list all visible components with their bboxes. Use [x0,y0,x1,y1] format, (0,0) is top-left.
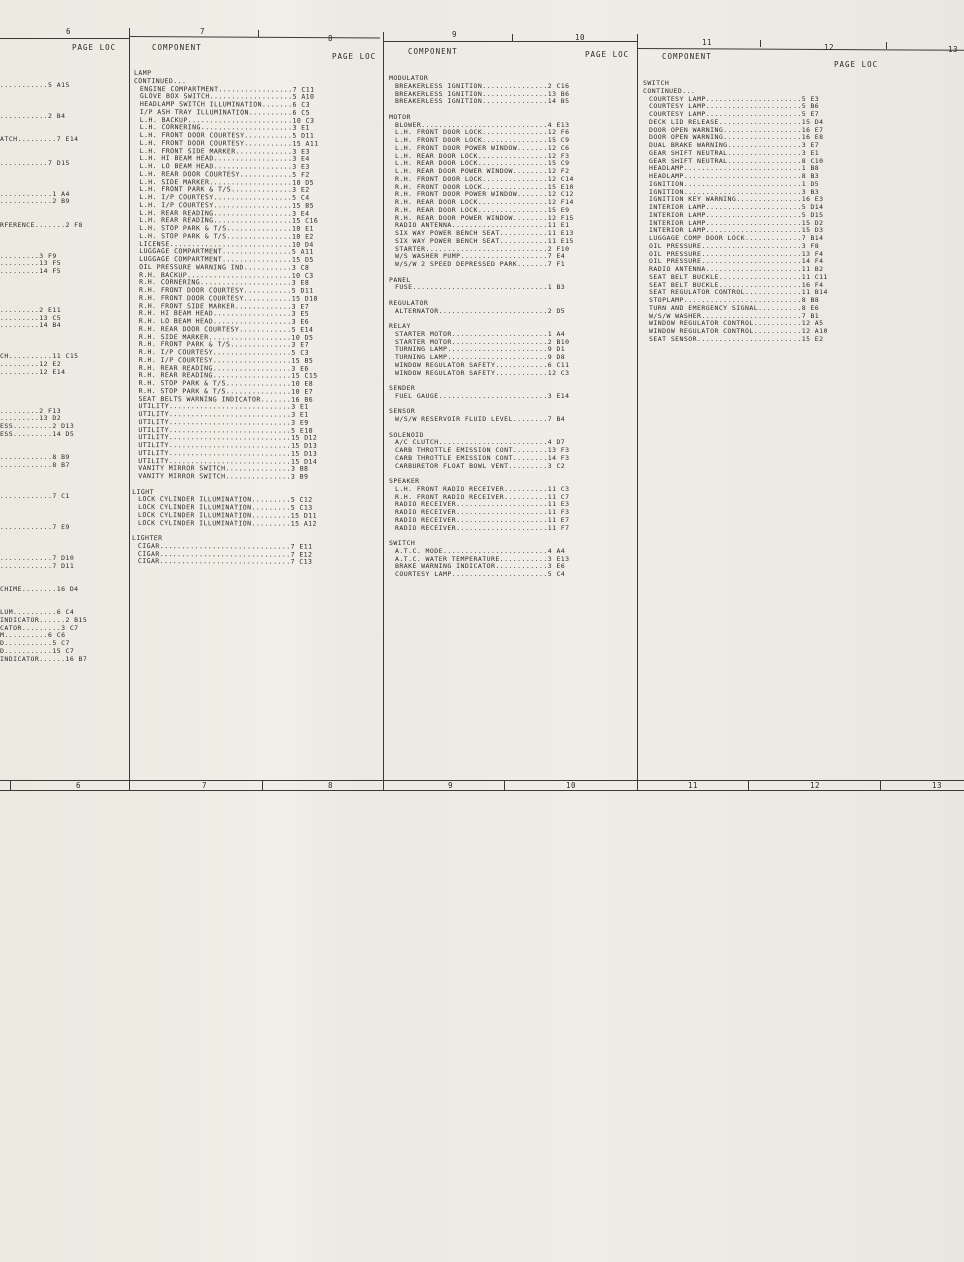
index-entry: IGNITION KEY WARNING...............16 E3 [649,195,824,204]
index-entry [0,98,87,106]
index-entry: ............1 A4 [0,189,70,198]
index-entry: L.H. FRONT DOOR COURTESY...........5 D11 [139,131,315,140]
index-entry: .........14 B4 [0,321,62,330]
index-entry: .........2 F13 [0,406,62,415]
index-column-switch [643,80,828,344]
index-entry: INTERIOR LAMP......................15 D2 [649,218,824,227]
section-title: MODULATOR [389,74,429,82]
index-entry: L.H. I/P COURTESY..................5 C4 [139,193,310,202]
index-entry: R.H. FRONT DOOR COURTESY...........5 D11 [139,286,314,295]
index-entry: RADIO ANTENNA......................11 B2 [649,265,824,273]
column-number: 6 [76,781,82,790]
index-entry: UTILITY............................3 E1 [138,402,309,412]
index-entry: SIX WAY POWER BENCH SEAT...........11 E15 [395,236,574,245]
column-number: 13 [932,781,943,790]
index-entry: L.H. FRONT DOOR LOCK...............15 C9 [395,136,570,144]
index-entry: VANITY MIRROR SWITCH...............3 B9 [138,472,309,481]
section-title: PANEL [389,275,411,284]
grid-tick [512,34,513,41]
index-entry [0,384,87,392]
index-entry: UTILITY............................15 D13 [138,448,318,458]
index-entry: INTERIOR LAMP......................5 D15 [649,210,824,219]
index-entry: ATCH.........7 E14 [0,135,79,144]
index-entry: BRAKE WARNING INDICATOR............3 E6 [395,562,566,571]
column-number: 11 [702,38,713,47]
index-entry: GEAR SHIFT NEUTRAL.................3 E1 [649,148,820,157]
index-entry: L.H. SIDE MARKER...................10 D5 [139,177,315,187]
index-section [132,535,317,567]
grid-tick [504,781,505,790]
index-entry: L.H. REAR DOOR POWER WINDOW........12 F2 [395,167,570,175]
index-entry [0,392,87,400]
index-section [389,114,574,269]
index-entry: FUEL GAUGE.........................3 E14 [395,391,570,400]
index-entry: DOOR OPEN WARNING..................16 E7 [649,125,824,134]
page-loc-header: PAGE LOC [332,52,377,61]
index-entry [0,439,87,447]
column-number: 6 [66,27,72,36]
index-entry: LUM..........6 C4 [0,608,75,616]
index-entry: R.H. STOP PARK & T/S...............10 E8 [138,379,314,388]
index-entry: WINDOW REGULATOR CONTROL...........12 A10 [649,327,828,335]
index-entry: OIL PRESSURE.......................3 F8 [649,241,820,250]
index-entry: SEAT BELTS WARNING INDICATOR.......16 B6 [138,394,314,404]
index-section [389,408,574,424]
column-number: 10 [566,781,577,790]
index-entry: VANITY MIRROR SWITCH...............3 B8 [138,464,309,474]
index-entry: R.H. CORNERING.....................3 E8 [139,278,310,288]
index-column-modulator [389,75,574,579]
index-column-lamp [132,70,319,567]
index-entry: IGNITION...........................1 D5 [649,179,820,188]
index-entry: .........2 E11 [0,305,62,314]
index-entry: CARB THROTTLE EMISSION CONT........14 F3 [395,453,570,462]
index-entry: SEAT BELT BUCKLE...................11 C11 [649,272,828,281]
index-entry: STARTER MOTOR......................2 B10 [395,337,570,346]
index-entry: TURN AND EMERGENCY SIGNAL..........8 E6 [649,303,820,312]
index-entry: COURTESY LAMP......................5 E7 [649,110,820,118]
index-entry: LOCK CYLINDER ILLUMINATION.........5 C12 [138,495,313,505]
grid-tick [10,781,11,790]
section-title: SWITCH [389,539,416,547]
index-entry: SEAT REGULATOR CONTROL.............11 B14 [649,288,828,297]
index-entry: L.H. REAR READING..................3 E4 [139,208,310,218]
index-entry: CIGAR..............................7 E12 [137,549,313,559]
index-entry: COURTESY LAMP......................5 C4 [395,570,566,578]
index-entry: L.H. BACKUP........................10 C3 [139,115,315,125]
index-entry: L.H. FRONT RADIO RECEIVER..........11 C3 [395,484,570,493]
index-entry: ...........2 B4 [0,112,66,120]
column-divider [637,34,638,790]
index-entry: RADIO RECEIVER.....................11 F7 [395,523,570,532]
index-entry: UTILITY............................5 E10 [138,425,313,435]
index-entry: INDICATOR......2 B15 [0,615,88,624]
index-entry: INDICATOR......16 B7 [0,654,88,663]
index-entry: UTILITY............................15 D12 [138,433,318,443]
index-entry: L.H. FRONT DOOR COURTESY...........15 A11 [139,138,319,148]
section-title: MOTOR [389,112,411,121]
index-entry: R.H. SIDE MARKER...................10 D5 [138,332,314,342]
column-number: 13 [948,45,959,54]
section-title: SOLENOID [389,430,424,439]
index-entry: ............7 E9 [0,522,70,531]
grid-tick [258,30,259,37]
index-entry: R.H. I/P COURTESY..................5 C3 [138,348,309,357]
column-number: 7 [202,781,208,790]
index-entry: RADIO RECEIVER.....................11 F3 [395,508,570,516]
index-entry: L.H. I/P COURTESY..................15 B5 [139,200,314,210]
index-section [643,80,828,344]
column-number: 9 [448,781,454,790]
index-entry: I/P ASH TRAY ILLUMINATION..........6 C5 [139,107,311,117]
index-entry [0,276,87,284]
index-section [389,540,574,579]
index-entry: W/S/W 2 SPEED DEPRESSED PARK.......7 F1 [395,260,566,268]
index-entry: R.H. FRONT DOOR POWER WINDOW.......12 C12 [395,190,574,199]
column-number: 9 [452,30,458,39]
index-section [132,70,319,482]
index-entry: UTILITY............................15 D13 [138,441,318,450]
grid-tick [880,781,881,790]
section-title: LAMP [133,69,152,78]
index-entry: ESS.........14 D5 [0,429,75,438]
index-entry: BLOWER.............................4 E13 [395,120,570,129]
index-entry: WINDOW REGULATOR SAFETY............6 C11 [395,360,570,369]
index-entry: CATOR.........3 C7 [0,623,79,632]
index-entry: .........3 F9 [0,251,57,260]
page-loc-header: PAGE LOC [585,50,630,59]
index-entry: HEADLAMP SWITCH ILLUMINATION.......6 C3 [139,100,311,109]
index-entry: R.H. FRONT PARK & T/S..............3 E7 [138,340,309,350]
index-entry: CIGAR..............................7 E11 [137,541,313,551]
index-entry: BREAKERLESS IGNITION...............13 B6 [395,89,570,98]
index-entry: .........14 F5 [0,267,62,275]
grid-tick [886,42,887,49]
index-entry: ...........7 D15 [0,158,70,167]
index-entry: .........12 E14 [0,367,66,376]
index-entry: ...........5 A15 [0,81,70,89]
index-entry: LOCK CYLINDER ILLUMINATION.........15 D11 [138,510,317,520]
grid-tick [760,40,761,47]
section-title: RELAY [389,322,411,330]
index-entry: ENGINE COMPARTMENT.................7 C11 [139,84,315,94]
index-entry: L.H. LO BEAM HEAD..................3 E3 [139,162,310,171]
index-entry [0,144,87,152]
index-entry: .........13 D2 [0,414,62,423]
index-entry: .........13 C5 [0,313,62,322]
index-entry: SEAT BELT BUCKLE...................16 F4 [649,280,824,289]
index-entry [0,206,87,214]
index-entry: ALTERNATOR.........................2 D5 [395,306,566,315]
partial-index-column [0,82,87,663]
index-section [389,277,574,293]
index-section [389,432,574,471]
column-number: 12 [810,781,821,790]
index-entry: L.H. FRONT PARK & T/S..............3 E2 [139,185,310,195]
index-entry: .........13 F5 [0,259,62,268]
index-section [389,323,574,377]
bottom-rule [0,790,964,791]
index-entry: SEAT SENSOR........................15 E2 [649,334,824,343]
index-entry: ............7 C1 [0,491,70,500]
index-entry: A.T.C. MODE........................4 A4 [395,546,566,555]
index-entry: A/C CLUTCH.........................4 D7 [395,438,566,447]
index-entry: W/S/W WASHER.......................7 B1 [649,311,820,320]
top-rule [384,41,638,42]
index-entry: ............7 D10 [0,553,75,562]
index-entry: WINDOW REGULATOR SAFETY............12 C3 [395,368,570,377]
index-entry: LICENSE............................10 D4 [139,239,314,249]
section-title: REGULATOR [389,298,429,307]
page-loc-header: PAGE LOC [834,60,879,69]
index-entry: R.H. FRONT DOOR LOCK...............12 C14 [395,174,574,183]
column-divider [383,32,384,790]
column-number: 8 [328,781,334,790]
index-entry: DUAL BRAKE WARNING.................3 E7 [649,141,820,149]
section-title: LIGHTER [131,533,163,543]
index-entry: UTILITY............................15 D14 [138,456,318,466]
index-entry: OIL PRESSURE.......................13 F4 [649,249,824,258]
index-entry [0,121,87,129]
index-entry [0,539,87,547]
index-entry: STOPLAMP...........................8 B8 [649,296,820,304]
component-header: COMPONENT [408,47,458,56]
index-entry: R.H. FRONT DOOR LOCK...............15 E10 [395,182,574,191]
index-entry: RADIO RECEIVER.....................11 E7 [395,515,570,524]
index-entry: COURTESY LAMP......................5 E3 [649,94,820,103]
index-section [389,300,574,316]
index-section [132,488,317,528]
index-entry: UTILITY............................3 E1 [138,410,309,419]
index-entry: R.H. REAR DOOR LOCK................12 F14 [395,198,574,206]
paper-fold [378,790,381,1262]
column-number: 11 [688,781,699,790]
index-entry: M..........6 C6 [0,631,66,640]
index-entry: CH..........11 C15 [0,352,79,361]
index-entry: CHIME........16 D4 [0,584,79,593]
index-entry: GEAR SHIFT NEUTRAL.................8 C10 [649,156,824,165]
index-entry: STARTER MOTOR......................1 A4 [395,329,566,338]
page-loc-header: PAGE LOC [72,43,117,52]
index-entry: D...........5 C7 [0,639,70,647]
index-entry: INTERIOR LAMP......................5 D14 [649,203,824,211]
index-entry: L.H. REAR READING..................15 C16 [139,216,319,226]
top-rule [130,36,380,39]
top-rule [638,48,964,51]
index-entry: HEADLAMP...........................1 B8 [649,164,820,173]
index-entry: CARBURETOR FLOAT BOWL VENT.........3 C2 [395,461,566,470]
index-entry: L.H. REAR DOOR LOCK................12 F3 [395,151,570,160]
index-entry: DOOR OPEN WARNING..................16 E8 [649,133,824,142]
index-entry: R.H. FRONT SIDE MARKER.............3 E7 [138,301,310,311]
component-header: COMPONENT [662,52,712,61]
index-entry: UTILITY............................3 E9 [138,417,309,427]
index-entry: HEADLAMP...........................8 B3 [649,172,820,180]
index-entry: W/S WASHER PUMP....................7 E4 [395,252,566,261]
grid-tick [748,781,749,790]
index-entry: R.H. REAR DOOR POWER WINDOW........12 F15 [395,213,574,222]
index-section [389,478,574,532]
section-title: SENSOR [389,407,416,416]
index-entry: A.T.C. WATER TEMPERATURE...........3 E13 [395,554,570,563]
index-entry: D...........15 C7 [0,646,75,655]
index-entry [0,501,87,509]
index-entry: TURNING LAMP.......................9 D1 [395,345,566,354]
index-entry: DECK LID RELEASE...................15 D4 [649,117,824,126]
section-title: LIGHT [132,487,155,496]
index-entry [0,167,87,175]
index-entry: R.H. REAR READING..................3 E6 [138,363,309,373]
index-entry: LOCK CYLINDER ILLUMINATION.........15 A12 [138,518,317,528]
index-entry: L.H. HI BEAM HEAD..................3 E4 [139,154,310,164]
index-entry [0,175,87,183]
index-entry: L.H. REAR DOOR LOCK................15 C9 [395,159,570,168]
index-entry: TURNING LAMP.......................9 D8 [395,353,566,361]
index-entry: L.H. FRONT SIDE MARKER.............3 E3 [139,146,310,156]
index-entry: R.H. REAR READING..................15 C15 [138,371,318,381]
index-entry: LUGGAGE COMPARTMENT................15 D5 [139,255,314,264]
section-continued: CONTINUED... [133,76,187,85]
index-entry: WINDOW REGULATOR CONTROL...........12 A5 [649,319,824,328]
column-number: 12 [824,43,835,52]
index-entry: CARB THROTTLE EMISSION CONT........13 F3 [395,446,570,454]
index-entry: ESS.........2 D13 [0,422,75,430]
index-entry: COURTESY LAMP......................5 B6 [649,102,820,111]
column-number: 7 [200,27,206,36]
index-entry: L.H. STOP PARK & T/S...............10 E1 [139,224,314,233]
index-entry: LUGGAGE COMP DOOR LOCK.............7 B14 [649,234,824,242]
index-entry: IGNITION...........................3 B3 [649,187,820,196]
index-section [389,75,574,106]
index-entry [0,284,87,292]
index-entry: .........12 E2 [0,360,62,368]
index-section [389,385,574,401]
column-divider [129,28,130,790]
index-entry: CIGAR..............................7 C13 [137,557,313,567]
index-entry: L.H. CORNERING.....................3 E1 [139,123,310,133]
index-entry [0,291,87,299]
index-entry [0,377,87,385]
index-entry: ............7 D11 [0,561,75,570]
index-entry: R.H. BACKUP........................10 C3 [139,270,314,280]
index-entry: INTERIOR LAMP......................15 D3 [649,226,824,235]
index-entry: L.H. REAR DOOR COURTESY............5 F2 [139,169,310,179]
index-entry: R.H. REAR DOOR LOCK................15 E9 [395,205,570,214]
index-entry [0,330,87,338]
index-entry: SIX WAY POWER BENCH SEAT...........11 E13 [395,229,574,237]
index-entry: RADIO RECEIVER.....................11 E3 [395,500,570,509]
index-entry [0,90,87,98]
index-entry: STARTER............................2 F10 [395,244,570,253]
index-entry [0,470,87,478]
top-rule [0,38,130,39]
section-title: SWITCH [643,79,670,87]
index-entry: ............2 B9 [0,197,70,206]
index-entry: R.H. LO BEAM HEAD..................3 E6 [138,317,310,326]
index-entry: R.H. FRONT RADIO RECEIVER..........11 C7 [395,492,570,501]
component-header: COMPONENT [152,43,202,52]
index-entry: L.H. FRONT DOOR LOCK...............12 F6 [395,128,570,137]
index-entry: L.H. FRONT DOOR POWER WINDOW.......12 C6 [395,143,570,152]
index-entry [0,338,87,346]
index-entry: OIL PRESSURE.......................14 F4 [649,257,824,266]
index-entry: R.H. REAR DOOR COURTESY............5 E14 [138,324,314,334]
index-entry: R.H. HI BEAM HEAD..................3 E5 [138,309,310,319]
column-number: 8 [328,34,334,43]
index-entry: R.H. STOP PARK & T/S...............10 E7 [138,386,314,396]
column-number: 10 [575,33,586,42]
grid-tick [262,781,263,790]
index-entry [0,594,87,602]
index-entry [0,508,87,516]
index-entry: ............8 B7 [0,460,70,469]
index-entry: LOCK CYLINDER ILLUMINATION.........5 C13 [138,503,313,512]
index-entry: R.H. I/P COURTESY..................15 B5 [138,355,314,365]
index-entry: FUSE...............................1 B3 [395,283,566,292]
index-entry: GLOVE BOX SWITCH...................5 A10 [139,92,315,102]
index-entry: R.H. FRONT DOOR COURTESY...........15 D10 [138,293,318,303]
section-title: SPEAKER [389,477,420,485]
index-entry: BREAKERLESS IGNITION...............2 C16 [395,81,570,90]
index-entry: OIL PRESSURE WARNING IND...........3 C8 [139,262,310,272]
index-entry [0,532,87,540]
index-entry [0,477,87,485]
index-entry: L.H. STOP PARK & T/S...............10 E2 [139,231,314,241]
index-entry: RFERENCE.......2 F8 [0,220,83,229]
index-entry: ............8 B9 [0,453,70,461]
index-entry: BREAKERLESS IGNITION...............14 B5 [395,97,570,106]
index-entry: W/S/W RESERVOIR FLUID LEVEL........7 B4 [395,415,566,423]
index-entry: RADIO ANTENNA......................11 E1 [395,221,570,230]
index-entry [0,237,87,245]
index-entry [0,570,87,578]
section-continued: CONTINUED... [643,86,696,95]
index-entry [0,229,87,237]
index-entry: LUGGAGE COMPARTMENT................5 A11 [139,247,314,257]
section-title: SENDER [389,384,416,392]
